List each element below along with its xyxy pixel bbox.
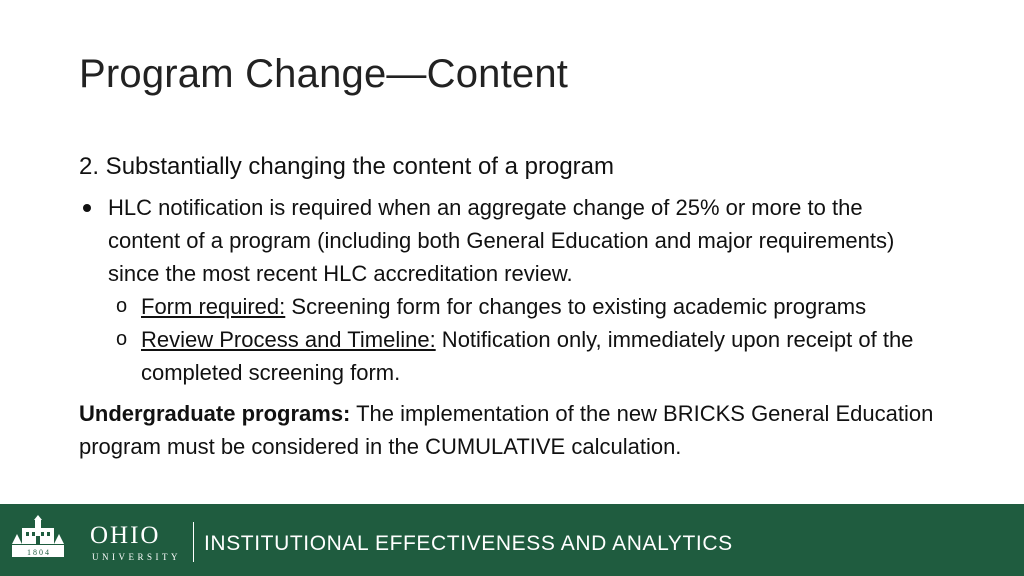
ohio-wordmark: OHIO bbox=[90, 522, 161, 549]
closing-text: The implementation of the new BRICKS General Education program must be considered in the CUMULATIVE calculation. bbox=[79, 401, 934, 459]
closing-paragraph bbox=[79, 397, 939, 463]
sub-item-review-process bbox=[79, 323, 959, 389]
slide-content bbox=[79, 150, 959, 463]
sub-list bbox=[79, 290, 959, 389]
ohio-university-seal-icon bbox=[8, 514, 68, 564]
sub-item-label: Review Process and Timeline: bbox=[141, 327, 436, 352]
university-wordmark: UNIVERSITY bbox=[92, 552, 181, 562]
department-name: INSTITUTIONAL EFFECTIVENESS AND ANALYTICS bbox=[204, 532, 733, 555]
circle-bullet-icon: o bbox=[116, 295, 128, 317]
sub-item-form-required bbox=[79, 290, 959, 323]
sub-item-text: Notification only, immediately upon receipt of the completed screening form. bbox=[141, 327, 914, 385]
sub-item-label: Form required: bbox=[141, 294, 286, 319]
logo-year: 1 8 0 4 bbox=[27, 548, 49, 557]
slide-title: Program Change—Content bbox=[79, 52, 569, 96]
bullet-text: HLC notification is required when an aggregate change of 25% or more to the content of a program (including both General Education and major requirements) since the most recent HLC accreditation review. bbox=[108, 195, 895, 286]
bullet-item bbox=[79, 191, 938, 290]
footer-band bbox=[0, 504, 1024, 576]
circle-bullet-icon: o bbox=[116, 328, 128, 350]
sub-item-text: Screening form for changes to existing academic programs bbox=[285, 294, 867, 319]
bullet-dot-icon bbox=[83, 204, 91, 212]
subheading: 2. Substantially changing the content of a program bbox=[79, 153, 615, 180]
closing-bold-label: Undergraduate programs: bbox=[79, 401, 351, 426]
footer-divider bbox=[193, 522, 194, 562]
